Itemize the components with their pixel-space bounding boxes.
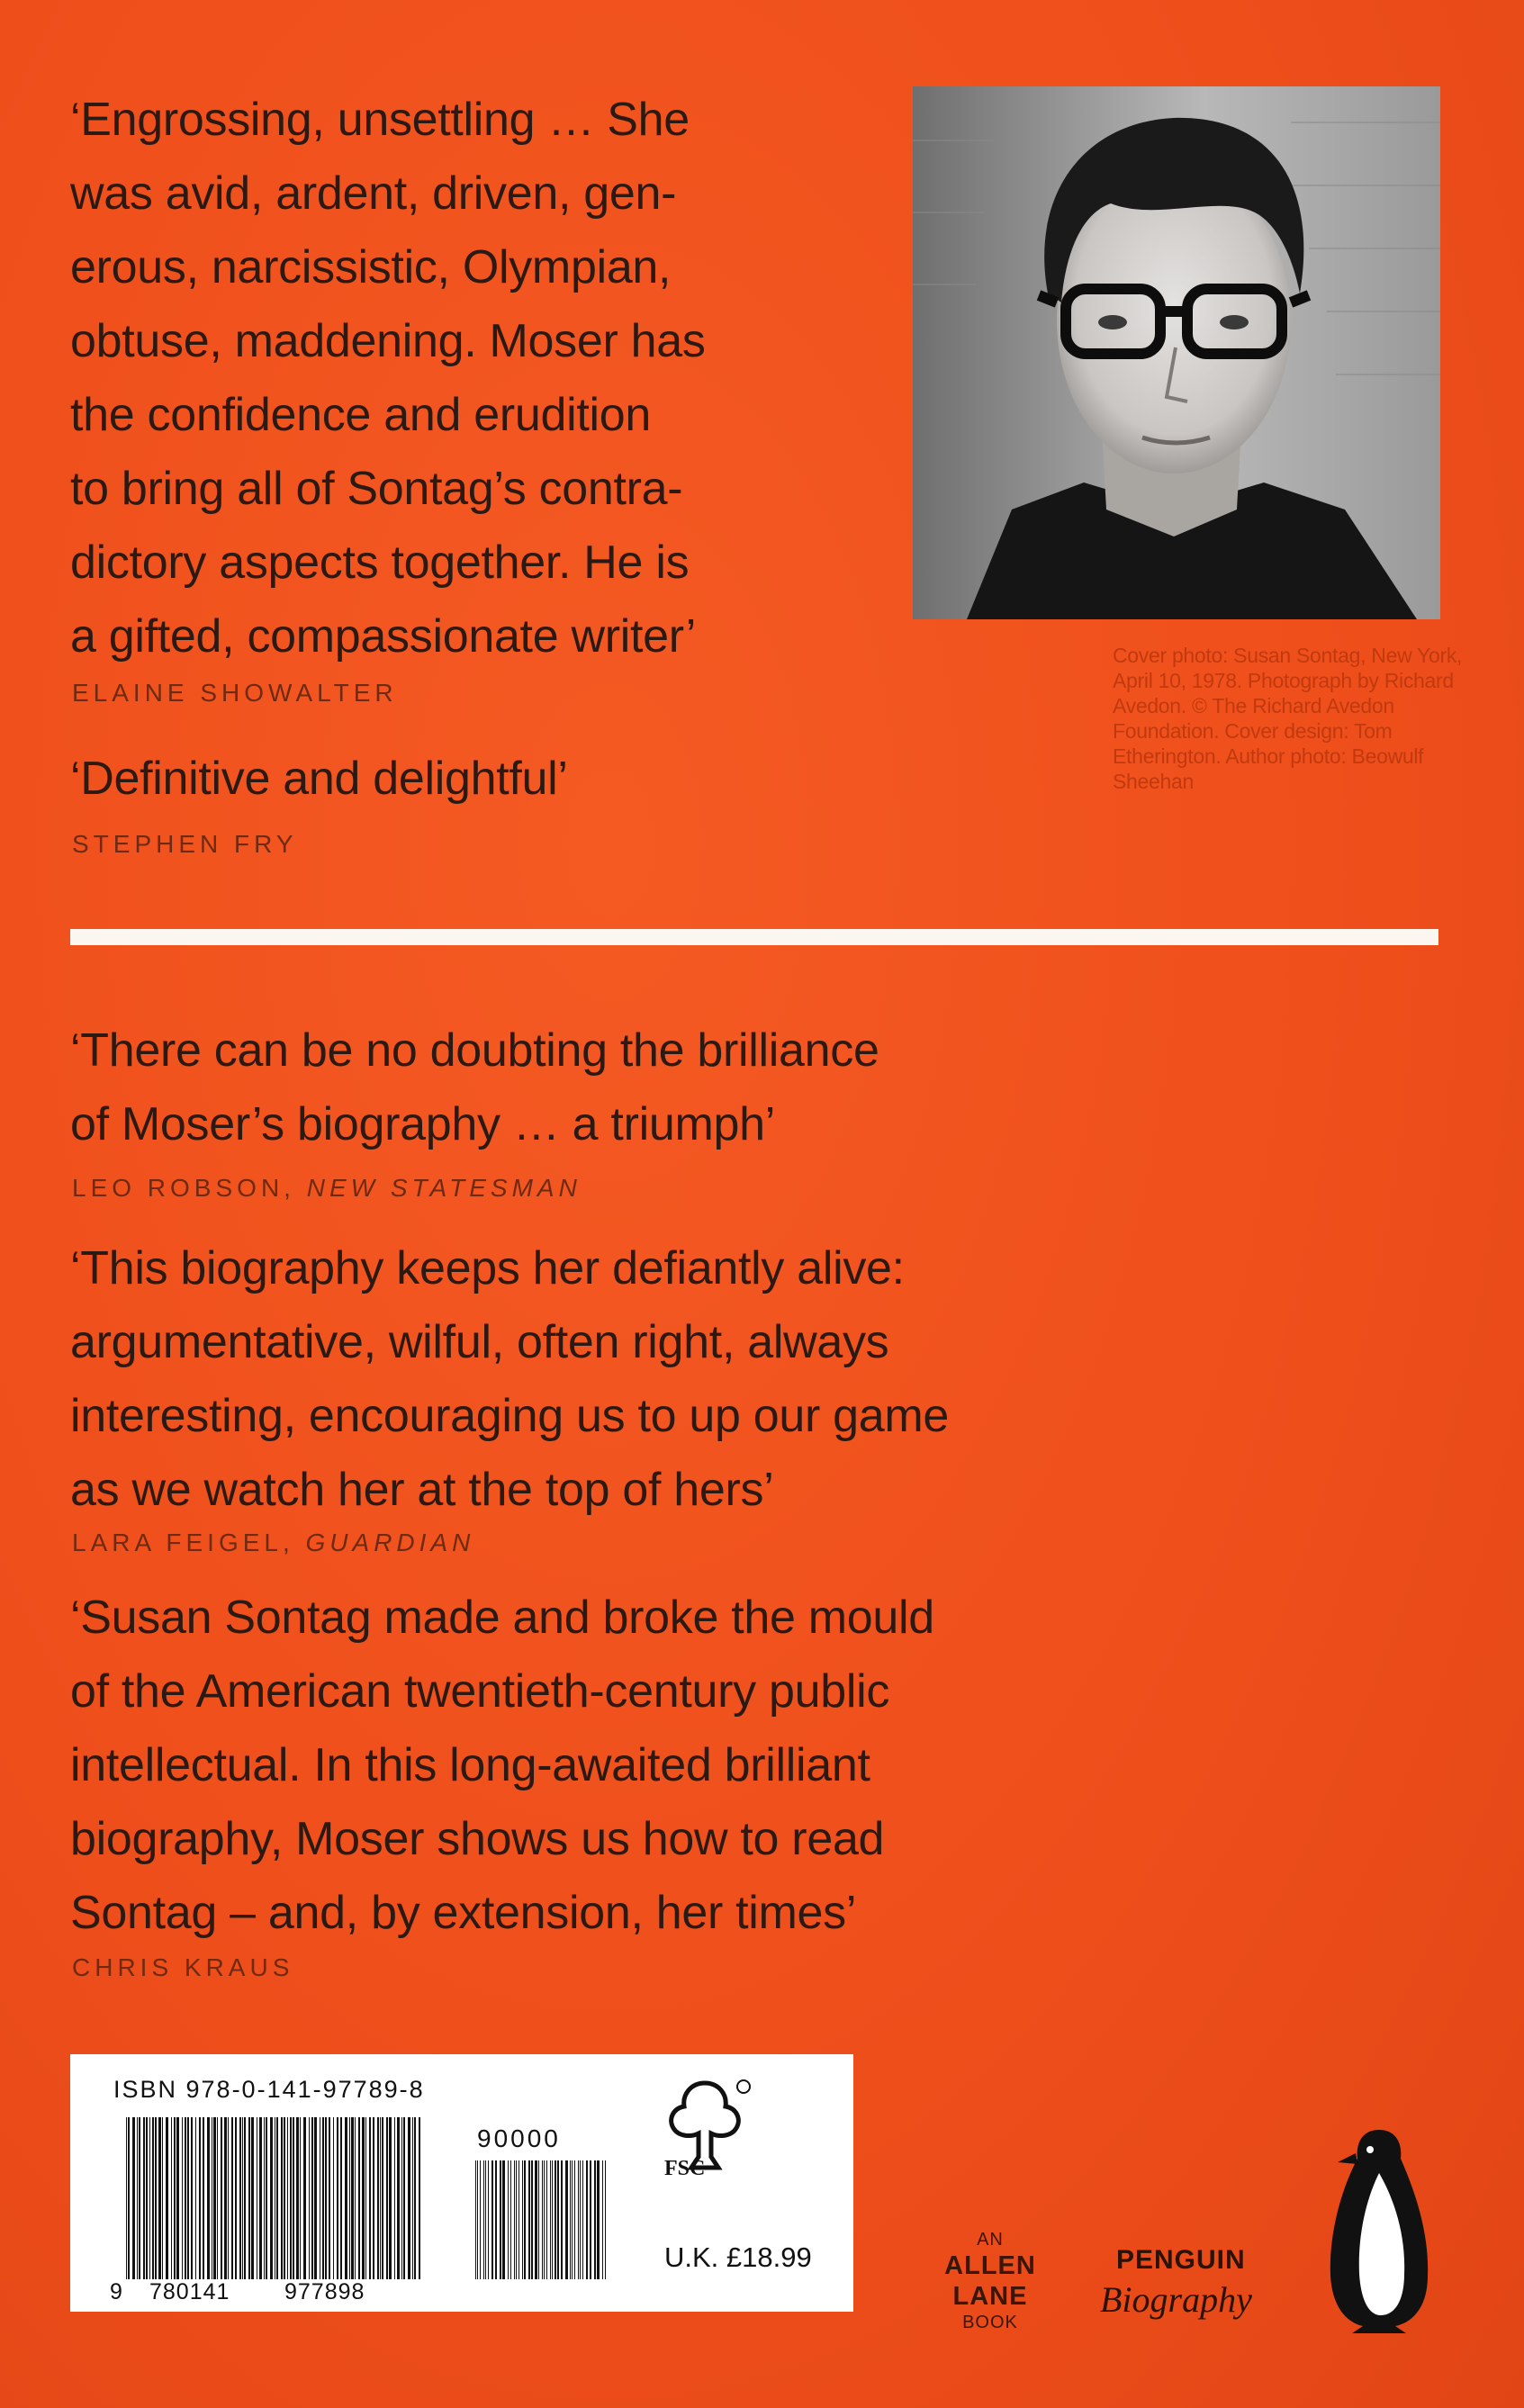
barcode-bar <box>386 2117 388 2279</box>
barcode-bar <box>174 2117 176 2279</box>
barcode-bar <box>389 2117 392 2279</box>
divider-rule <box>70 929 1438 945</box>
barcode-bar <box>276 2117 278 2279</box>
barcode-bar <box>224 2117 227 2279</box>
barcode-digits-right: 977898 <box>284 2279 365 2304</box>
barcode-bar <box>555 2160 556 2279</box>
barcode-bar <box>185 2117 186 2279</box>
barcode-bar <box>397 2117 400 2279</box>
barcode-bar <box>303 2117 306 2279</box>
barcode-bar <box>582 2160 583 2279</box>
barcode-bar <box>149 2117 150 2279</box>
barcode-bar <box>270 2117 273 2279</box>
barcode-bar <box>287 2117 288 2279</box>
barcode-bar <box>546 2160 547 2279</box>
barcode-bar <box>251 2117 254 2279</box>
isbn-label: ISBN 978-0-141-97789-8 <box>113 2076 425 2103</box>
barcode-bar <box>365 2117 366 2279</box>
allen-lane-imprint <box>936 2229 1044 2333</box>
barcode-bar <box>329 2117 330 2279</box>
barcode-bar <box>570 2160 571 2279</box>
barcode-bar <box>235 2117 237 2279</box>
barcode-bar <box>477 2160 478 2279</box>
barcode-bar <box>510 2160 511 2279</box>
barcode-bar <box>213 2117 216 2279</box>
barcode-bar <box>293 2117 294 2279</box>
barcode-bar <box>369 2117 371 2279</box>
barcode-bar <box>152 2117 154 2279</box>
barcode-digits-left: 780141 <box>149 2279 230 2304</box>
barcode-bar <box>228 2117 229 2279</box>
barcode-bar <box>572 2160 573 2279</box>
attribution-feigel-name: LARA FEIGEL, <box>72 1529 294 1556</box>
barcode-bar <box>514 2160 515 2279</box>
barcode-bar <box>488 2160 489 2279</box>
barcode-bar <box>162 2117 163 2279</box>
barcode-bar <box>544 2160 545 2279</box>
barcode-panel <box>70 2054 853 2312</box>
price: U.K. £18.99 <box>664 2241 812 2273</box>
barcode-bar <box>586 2160 588 2279</box>
barcode-bar <box>281 2117 283 2279</box>
barcode-bar <box>542 2160 543 2279</box>
quote-showalter: ‘Engrossing, unsettling … She was avid, ardent, driven, gen- erous, narcissistic, Olympian, obtuse, maddening. Moser has the confidence and erudition to bring all of Sontag’s contra- dictory aspects together. He is a gifted, compassionate writer’ <box>70 94 706 663</box>
attribution-robson <box>72 1174 582 1203</box>
barcode-bar <box>516 2160 517 2279</box>
barcode-bar <box>403 2117 405 2279</box>
barcode-bar <box>217 2117 218 2279</box>
barcode-bar <box>325 2117 327 2279</box>
barcode-bar <box>244 2117 246 2279</box>
barcode-bar <box>137 2117 138 2279</box>
barcode-bar <box>538 2160 539 2279</box>
barcode-bar <box>187 2117 189 2279</box>
attribution-fry: STEPHEN FRY <box>72 830 298 858</box>
barcode-bar <box>531 2160 533 2279</box>
fsc-label: FSC <box>664 2157 706 2180</box>
barcode-bar <box>340 2117 342 2279</box>
barcode-bar <box>264 2117 265 2279</box>
barcode-bar <box>176 2117 179 2279</box>
attribution-feigel <box>72 1529 474 1557</box>
biography-wordmark: Biography <box>1100 2279 1252 2320</box>
photo-credit: Cover photo: Susan Sontag, New York, April 10, 1978. Photograph by Richard Avedon. © The Richard Avedon Foundation. Cover design: Tom Etherington. Author photo: Beowulf Sheehan <box>1113 644 1463 793</box>
barcode-bar <box>401 2117 402 2279</box>
barcode-bar <box>358 2117 360 2279</box>
barcode-bar <box>522 2160 523 2279</box>
barcode-bar <box>126 2117 127 2279</box>
barcode-bar <box>362 2117 365 2279</box>
barcode-bar <box>311 2117 313 2279</box>
penguin-logo-icon <box>1316 2123 1442 2339</box>
barcode-bar <box>380 2117 381 2279</box>
barcode-bar <box>578 2160 579 2279</box>
barcode-bar <box>143 2117 145 2279</box>
barcode-bar <box>574 2160 575 2279</box>
barcode-bar <box>382 2117 383 2279</box>
barcode-bar <box>485 2160 486 2279</box>
barcode-bar <box>524 2160 526 2279</box>
barcode-bar <box>345 2117 347 2279</box>
quote-feigel: ‘This biography keeps her defiantly alive: argumentative, wilful, often right, always interesting, encouraging us to up our game as we watch her at the top of hers’ <box>70 1242 950 1516</box>
attribution-robson-publication: NEW STATESMAN <box>306 1174 582 1202</box>
barcode-bar <box>191 2117 193 2279</box>
barcode-bar <box>373 2117 374 2279</box>
barcode-bar <box>231 2117 233 2279</box>
barcode-bar <box>561 2160 563 2279</box>
barcode-bar <box>309 2117 310 2279</box>
barcode-bar <box>322 2117 324 2279</box>
barcode-bar <box>221 2117 222 2279</box>
barcode-bar <box>314 2117 317 2279</box>
barcode-bar <box>495 2160 497 2279</box>
barcode-bar <box>333 2117 334 2279</box>
barcode-bar <box>394 2117 395 2279</box>
quote-robson: ‘There can be no doubting the brilliance of Moser’s biography … a triumph’ <box>70 1024 879 1150</box>
barcode-bar <box>300 2117 301 2279</box>
quote-fry: ‘Definitive and delightful’ <box>70 753 568 805</box>
barcode-bar <box>355 2117 356 2279</box>
barcode-bar <box>296 2117 299 2279</box>
attribution-kraus: CHRIS KRAUS <box>72 1953 294 1981</box>
barcode-bar <box>259 2117 262 2279</box>
barcode-main <box>126 2117 423 2279</box>
penguin-wordmark: PENGUIN <box>1116 2245 1246 2275</box>
barcode-bar <box>483 2160 484 2279</box>
barcode-bar <box>535 2160 537 2279</box>
barcode-bar <box>171 2117 172 2279</box>
barcode-bar <box>377 2117 379 2279</box>
barcode-bar <box>290 2117 292 2279</box>
barcode-bar <box>242 2117 243 2279</box>
imprint-an: AN <box>977 2230 1004 2250</box>
barcode-bar <box>590 2160 591 2279</box>
barcode-digit-first: 9 <box>110 2279 123 2304</box>
barcode-bar <box>552 2160 553 2279</box>
attribution-feigel-publication: GUARDIAN <box>305 1529 475 1556</box>
barcode-bar <box>597 2160 600 2279</box>
barcode-bar <box>565 2160 568 2279</box>
barcode-bar <box>284 2117 285 2279</box>
quote-kraus: ‘Susan Sontag made and broke the mould of the American twentieth-century public intellectual. In this long-awaited brilliant biography, Moser shows us how to read Sontag – and, by extension, her times’ <box>70 1592 934 1939</box>
barcode-bar <box>146 2117 148 2279</box>
barcode-bar <box>337 2117 338 2279</box>
barcode-bar <box>508 2160 509 2279</box>
barcode-addon <box>475 2160 610 2279</box>
barcode-bar <box>491 2160 493 2279</box>
barcode-bar <box>412 2117 413 2279</box>
barcode-bar <box>182 2117 183 2279</box>
barcode-bar <box>528 2160 530 2279</box>
barcode-bar <box>351 2117 354 2279</box>
barcode-bar <box>550 2160 551 2279</box>
barcode-bar <box>207 2117 210 2279</box>
barcode-bar <box>475 2160 476 2279</box>
barcode-bar <box>132 2117 135 2279</box>
barcode-bar <box>408 2117 410 2279</box>
barcode-bar <box>239 2117 241 2279</box>
barcode-bar <box>414 2117 416 2279</box>
attribution-showalter: ELAINE SHOWALTER <box>72 679 398 707</box>
barcode-bar <box>203 2117 204 2279</box>
barcode-bar <box>602 2160 603 2279</box>
barcode-bar <box>605 2160 606 2279</box>
barcode-bar <box>502 2160 505 2279</box>
barcode-bar <box>266 2117 267 2279</box>
imprint-allen: ALLEN <box>944 2251 1036 2280</box>
barcode-bar <box>139 2117 140 2279</box>
attribution-robson-name: LEO ROBSON, <box>72 1174 295 1202</box>
barcode-bar <box>248 2117 250 2279</box>
author-photo <box>913 86 1440 619</box>
barcode-bar <box>557 2160 559 2279</box>
barcode-bar <box>580 2160 581 2279</box>
barcode-bar <box>594 2160 596 2279</box>
barcode-bar <box>155 2117 157 2279</box>
imprint-book: BOOK <box>962 2313 1018 2332</box>
barcode-bar <box>166 2117 168 2279</box>
barcode-bar <box>419 2117 420 2279</box>
barcode-bar <box>195 2117 196 2279</box>
barcode-bar <box>158 2117 161 2279</box>
barcode-bar <box>128 2117 130 2279</box>
barcode-bar <box>500 2160 501 2279</box>
barcode-bar <box>349 2117 350 2279</box>
imprint-lane: LANE <box>952 2282 1028 2311</box>
author-portrait-image <box>913 86 1440 619</box>
barcode-bar <box>480 2160 481 2279</box>
barcode-addon-digits: 90000 <box>477 2124 561 2152</box>
barcode-bar <box>199 2117 201 2279</box>
